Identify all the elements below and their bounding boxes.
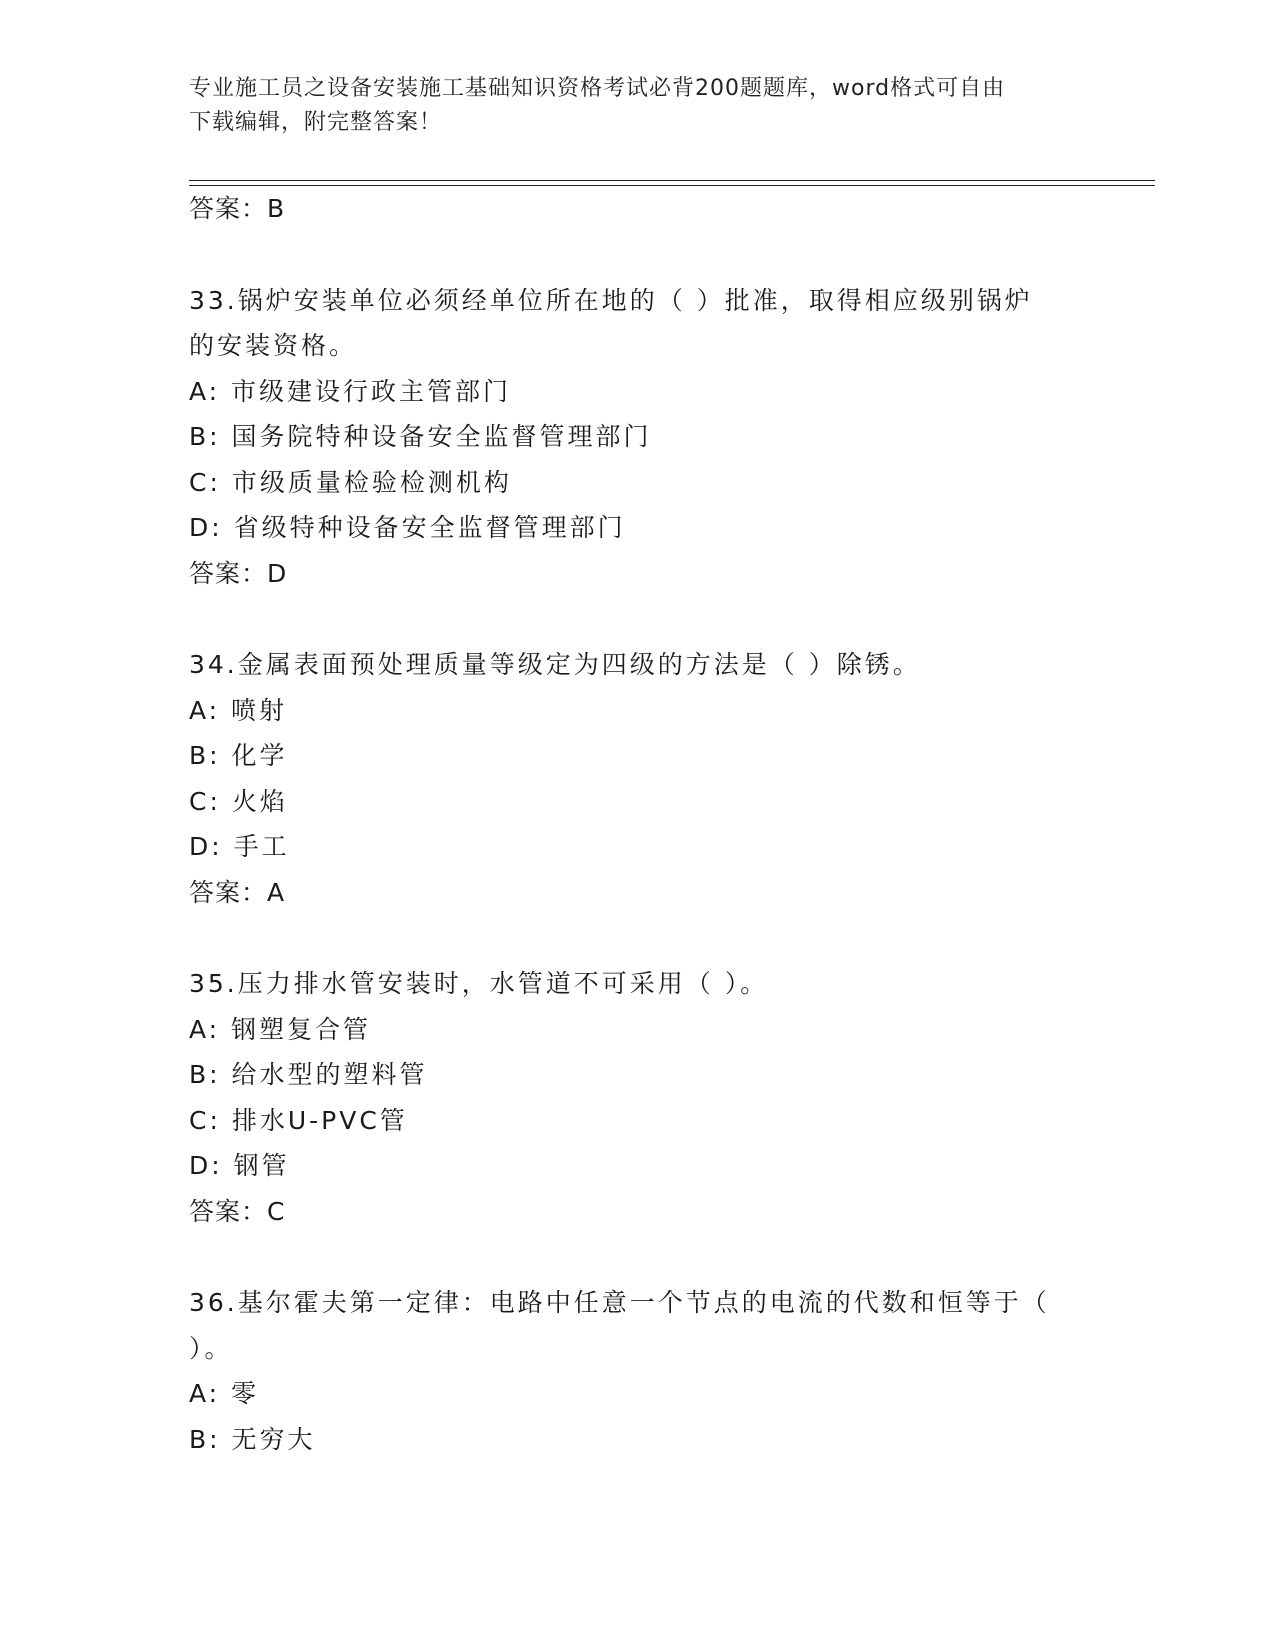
option-b: B: 给水型的塑料管 [189,1060,428,1089]
answer-line: 答案：B [189,194,286,223]
question-text: 33.锅炉安装单位必须经单位所在地的（ ）批准，取得相应级别锅炉 [189,285,1033,315]
option-a: A: 零 [189,1379,260,1408]
option-a: A: 市级建设行政主管部门 [189,376,512,406]
document-body [189,186,1089,1462]
answer-line: 答案：D [189,558,288,588]
spacer [189,232,1089,278]
question-block [189,278,1089,597]
header-line-1: 专业施工员之设备安装施工基础知识资格考试必背200题题库，word格式可自由 [189,76,1006,101]
header-divider-top [189,180,1155,181]
question-text: 36.基尔霍夫第一定律：电路中任意一个节点的电流的代数和恒等于（ [189,1288,1050,1317]
question-block [189,1280,1089,1462]
spacer [189,1234,1089,1280]
option-d: D: 手工 [189,832,290,861]
answer-line: 答案：C [189,1196,286,1226]
option-b: B: 国务院特种设备安全监督管理部门 [189,422,652,451]
answer-line: 答案：A [189,877,286,907]
option-d: D: 省级特种设备安全监督管理部门 [189,513,626,542]
option-b: B: 化学 [189,741,288,770]
option-c: C: 火焰 [189,786,288,816]
question-text: ）。 [189,1333,233,1363]
document-header [189,72,1069,140]
spacer [189,915,1089,961]
question-text: 35.压力排水管安装时，水管道不可采用（ ）。 [189,969,769,998]
option-c: C: 排水U-PVC管 [189,1105,408,1135]
spacer [189,596,1089,642]
option-a: A: 喷射 [189,695,288,725]
option-d: D: 钢管 [189,1151,290,1180]
question-block [189,961,1089,1234]
question-text: 34.金属表面预处理质量等级定为四级的方法是（ ）除锈。 [189,650,921,679]
option-a: A: 钢塑复合管 [189,1014,372,1044]
option-c: C: 市级质量检验检测机构 [189,467,512,497]
header-line-2: 下载编辑，附完整答案！ [189,110,443,135]
question-block [189,642,1089,915]
question-text: 的安装资格。 [189,331,358,360]
option-b: B: 无穷大 [189,1424,316,1454]
